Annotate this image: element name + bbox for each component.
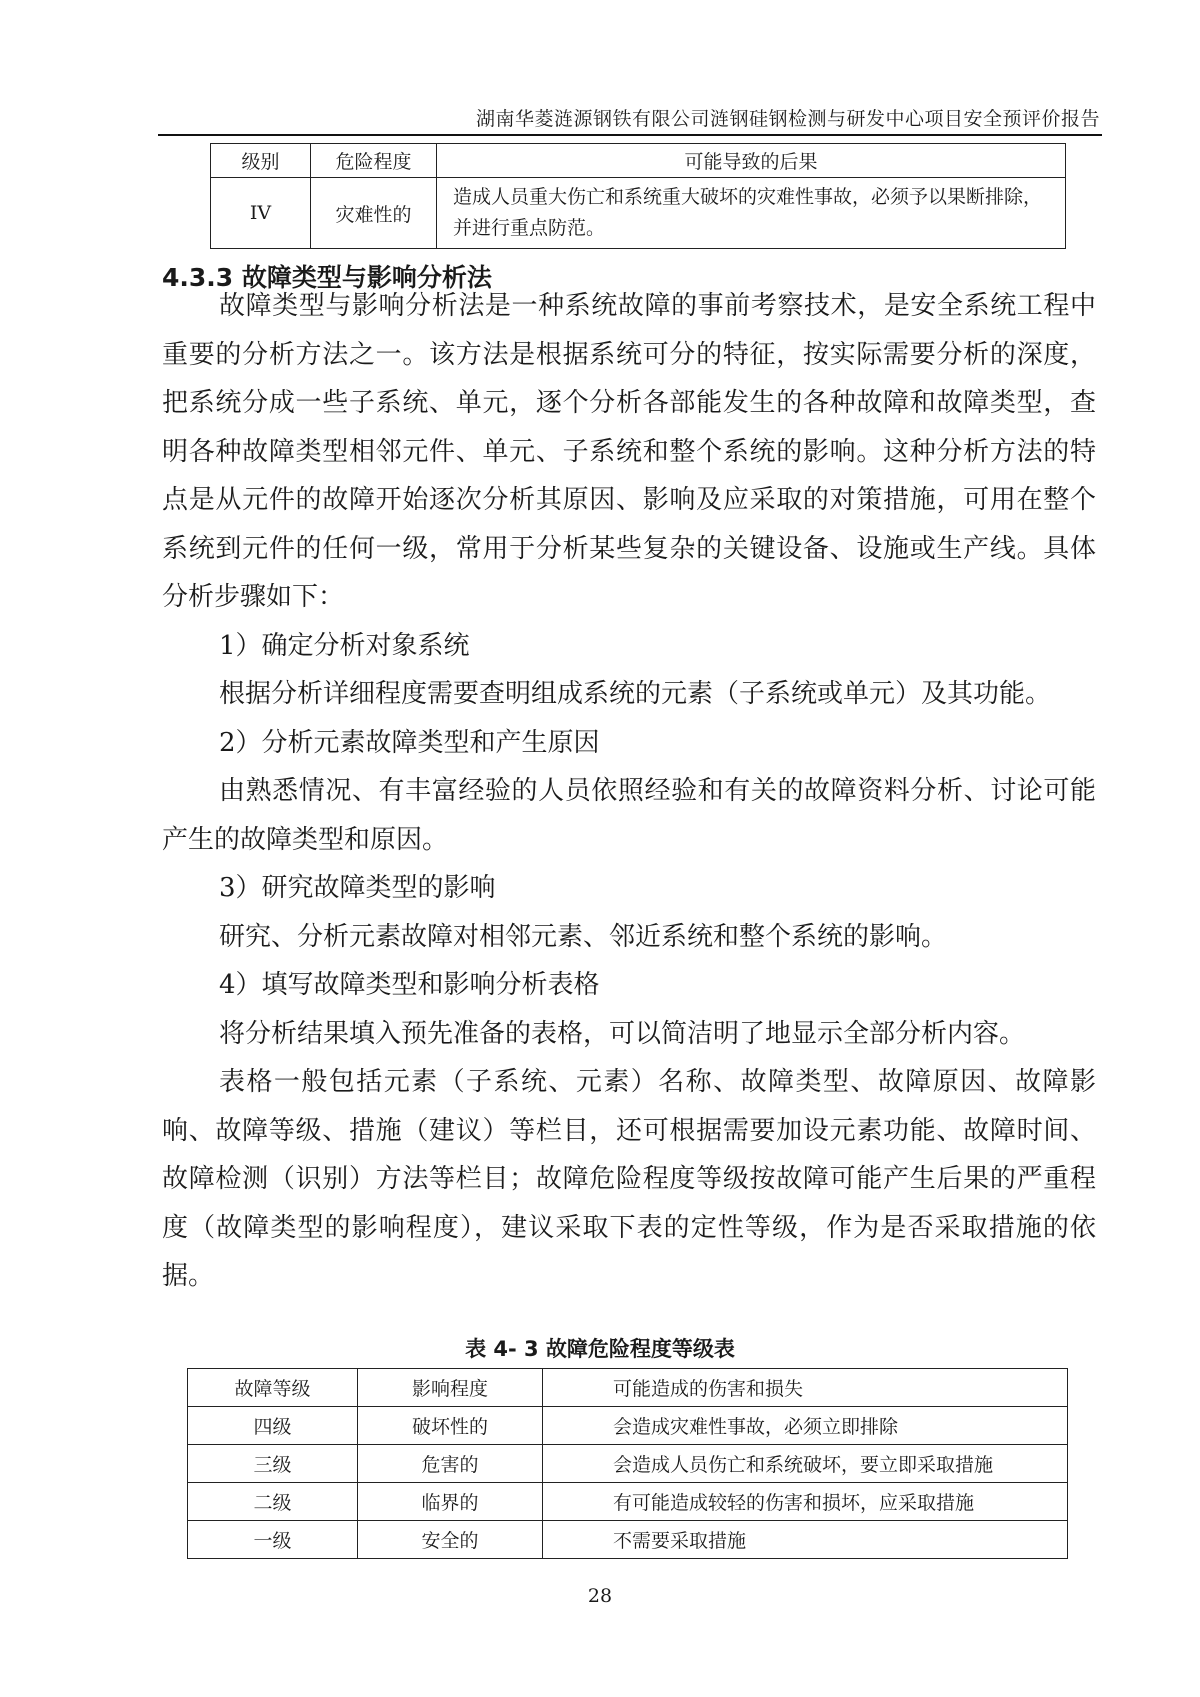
step-heading: 2）分析元素故障类型和产生原因: [219, 727, 600, 758]
table-row: [188, 1483, 1068, 1521]
section-heading: 4.3.3 故障类型与影响分析法: [162, 263, 492, 292]
paragraph: 研究、分析元素故障对相邻元素、邻近系统和整个系统的影响。: [219, 921, 948, 952]
consequence-cell: 造成人员重大伤亡和系统重大破坏的灾难性事故，必须予以果断排除，并进行重点防范。: [437, 178, 1066, 249]
header-cell: 可能导致的后果: [437, 144, 1066, 178]
table-cell: 二级: [188, 1483, 358, 1521]
table-cell: 不需要采取措施: [543, 1521, 1068, 1559]
header-cell: 故障等级: [188, 1369, 358, 1407]
header-cell: 级别: [211, 144, 311, 178]
step-heading: 1）确定分析对象系统: [219, 630, 470, 661]
table-row: [188, 1521, 1068, 1559]
paragraph: 将分析结果填入预先准备的表格，可以简洁明了地显示全部分析内容。: [219, 1018, 1026, 1049]
page-number: 28: [587, 1585, 613, 1607]
danger-cell: 灾难性的: [311, 178, 437, 249]
header-cell: 可能造成的伤害和损失: [543, 1369, 1068, 1407]
header-rule: [158, 134, 1102, 136]
table-cell: 四级: [188, 1407, 358, 1445]
table-header-row: [211, 144, 1066, 178]
table-cell: 危害的: [358, 1445, 543, 1483]
paragraph: 由熟悉情况、有丰富经验的人员依照经验和有关的故障资料分析、讨论可能产生的故障类型和原因。: [162, 776, 1096, 855]
table-cell: 三级: [188, 1445, 358, 1483]
table-cell: 临界的: [358, 1483, 543, 1521]
paragraph: 根据分析详细程度需要查明组成系统的元素（子系统或单元）及其功能。: [219, 679, 1052, 709]
table-cell: 会造成人员伤亡和系统破坏，要立即采取措施: [543, 1445, 1068, 1483]
body-text: [162, 282, 1096, 1301]
table-cell: 有可能造成较轻的伤害和损坏，应采取措施: [543, 1483, 1068, 1521]
table-caption: 表 4- 3 故障危险程度等级表: [465, 1337, 735, 1361]
header-cell: 危险程度: [311, 144, 437, 178]
table-cell: 会造成灾难性事故，必须立即排除: [543, 1407, 1068, 1445]
table-row: [188, 1407, 1068, 1445]
page-header: 湖南华菱涟源钢铁有限公司涟钢硅钢检测与研发中心项目安全预评价报告: [475, 108, 1100, 130]
table-row: [211, 178, 1066, 249]
header-cell: 影响程度: [358, 1369, 543, 1407]
step-heading: 3）研究故障类型的影响: [219, 873, 496, 903]
hazard-level-table-continued: [210, 143, 1066, 249]
step-heading: 4）填写故障类型和影响分析表格: [219, 970, 600, 1000]
paragraph: 故障类型与影响分析法是一种系统故障的事前考察技术，是安全系统工程中重要的分析方法之一。该方法是根据系统可分的特征，按实际需要分析的深度，把系统分成一些子系统、单元，逐个分析各部能发生的各种故障和故障类型，查明各种故障类型相邻元件、单元、子系统和整个系统的影响。这种分析方法的特点是从元件的故障开始逐次分析其原因、影响及应采取的对策措施，可用在整个系统到元件的任何一级，常用于分析某些复杂的关键设备、设施或生产线。具体分析步骤如下：: [162, 291, 1096, 612]
table-cell: 一级: [188, 1521, 358, 1559]
table-header-row: [188, 1369, 1068, 1407]
table-cell: 安全的: [358, 1521, 543, 1559]
paragraph: 表格一般包括元素（子系统、元素）名称、故障类型、故障原因、故障影响、故障等级、措施（建议）等栏目，还可根据需要加设元素功能、故障时间、故障检测（识别）方法等栏目；故障危险程度等级按故障可能产生后果的严重程度（故障类型的影响程度），建议采取下表的定性等级，作为是否采取措施的依据。: [162, 1067, 1096, 1291]
fault-hazard-level-table: [187, 1368, 1068, 1559]
table-row: [188, 1445, 1068, 1483]
table-cell: 破坏性的: [358, 1407, 543, 1445]
level-cell: IV: [211, 178, 311, 249]
